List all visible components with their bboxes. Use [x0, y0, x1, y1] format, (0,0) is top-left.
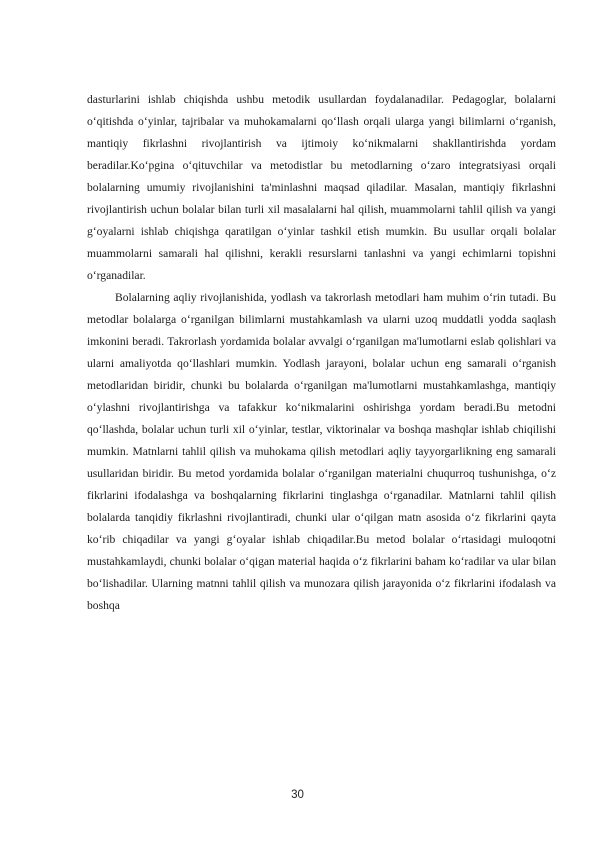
body-text [87, 89, 556, 617]
page-number: 30 [291, 789, 304, 801]
paragraph-2: Bolalarning aqliy rivojlanishida, yodlash va takrorlash metodlari ham muhim o‘rin tutadi. Bu metodlar bolalarga o‘rganilgan bilimlarni mustahkamlash va ularni uzoq muddatli yodda saqlash imkonini beradi. Takrorlash yordamida bolalar avvalgi o‘rganilgan ma'lumotlarni eslab qolishlari va ularni amaliyotda qo‘llashlari mumkin. Yodlash jarayoni, bolalar uchun eng samarali o‘rganish metodlaridan biridir, chunki bu bolalarda o‘rganilgan ma'lumotlarni mustahkamlashga, mantiqiy o‘ylashni rivojlantirishga va tafakkur ko‘nikmalarini oshirishga yordam beradi.Bu metodni qo‘llashda, bolalar uchun turli xil o‘yinlar, testlar, viktorinalar va boshqa mashqlar ishlab chiqilishi mumkin. Matnlarni tahlil qilish va muhokama qilish metodlari aqliy tayyorgarlikning eng samarali usullaridan biridir. Bu metod yordamida bolalar o‘rganilgan materialni chuqurroq tushunishga, o‘z fikrlarini ifodalashga va boshqalarning fikrlarini tinglashga o‘rganadilar. Matnlarni tahlil qilish bolalarda tanqidiy fikrlashni rivojlantiradi, chunki ular o‘qilgan matn asosida o‘z fikrlarini qayta ko‘rib chiqadilar va yangi g‘oyalar ishlab chiqadilar.Bu metod bolalar o‘rtasidagi muloqotni mustahkamlaydi, chunki bolalar o‘qigan material haqida o‘z fikrlarini baham ko‘radilar va ular bilan bo‘lishadilar. Ularning matnni tahlil qilish va munozara qilish jarayonida o‘z fikrlarini ifodalash va boshqa [87, 291, 556, 612]
paragraph-1: dasturlarini ishlab chiqishda ushbu metodik usullardan foydalanadilar. Pedagoglar, bolalarni o‘qitishda o‘yinlar, tajribalar va muhokamalarni qo‘llash orqali ularga yangi bilimlarni o‘rganish, mantiqiy fikrlashni rivojlantirish va ijtimoiy ko‘nikmalarni shakllantirishda yordam beradilar.Ko‘pgina o‘qituvchilar va metodistlar bu metodlarning o‘zaro integratsiyasi orqali bolalarning umumiy rivojlanishini ta'minlashni maqsad qiladilar. Masalan, mantiqiy fikrlashni rivojlantirish uchun bolalar bilan turli xil masalalarni hal qilish, muammolarni tahlil qilish va yangi g‘oyalarni ishlab chiqishga qaratilgan o‘yinlar tashkil etish mumkin. Bu usullar orqali bolalar muammolarni samarali hal qilishni, kerakli resurslarni tanlashni va yangi echimlarni topishni o‘rganadilar. [87, 93, 556, 282]
